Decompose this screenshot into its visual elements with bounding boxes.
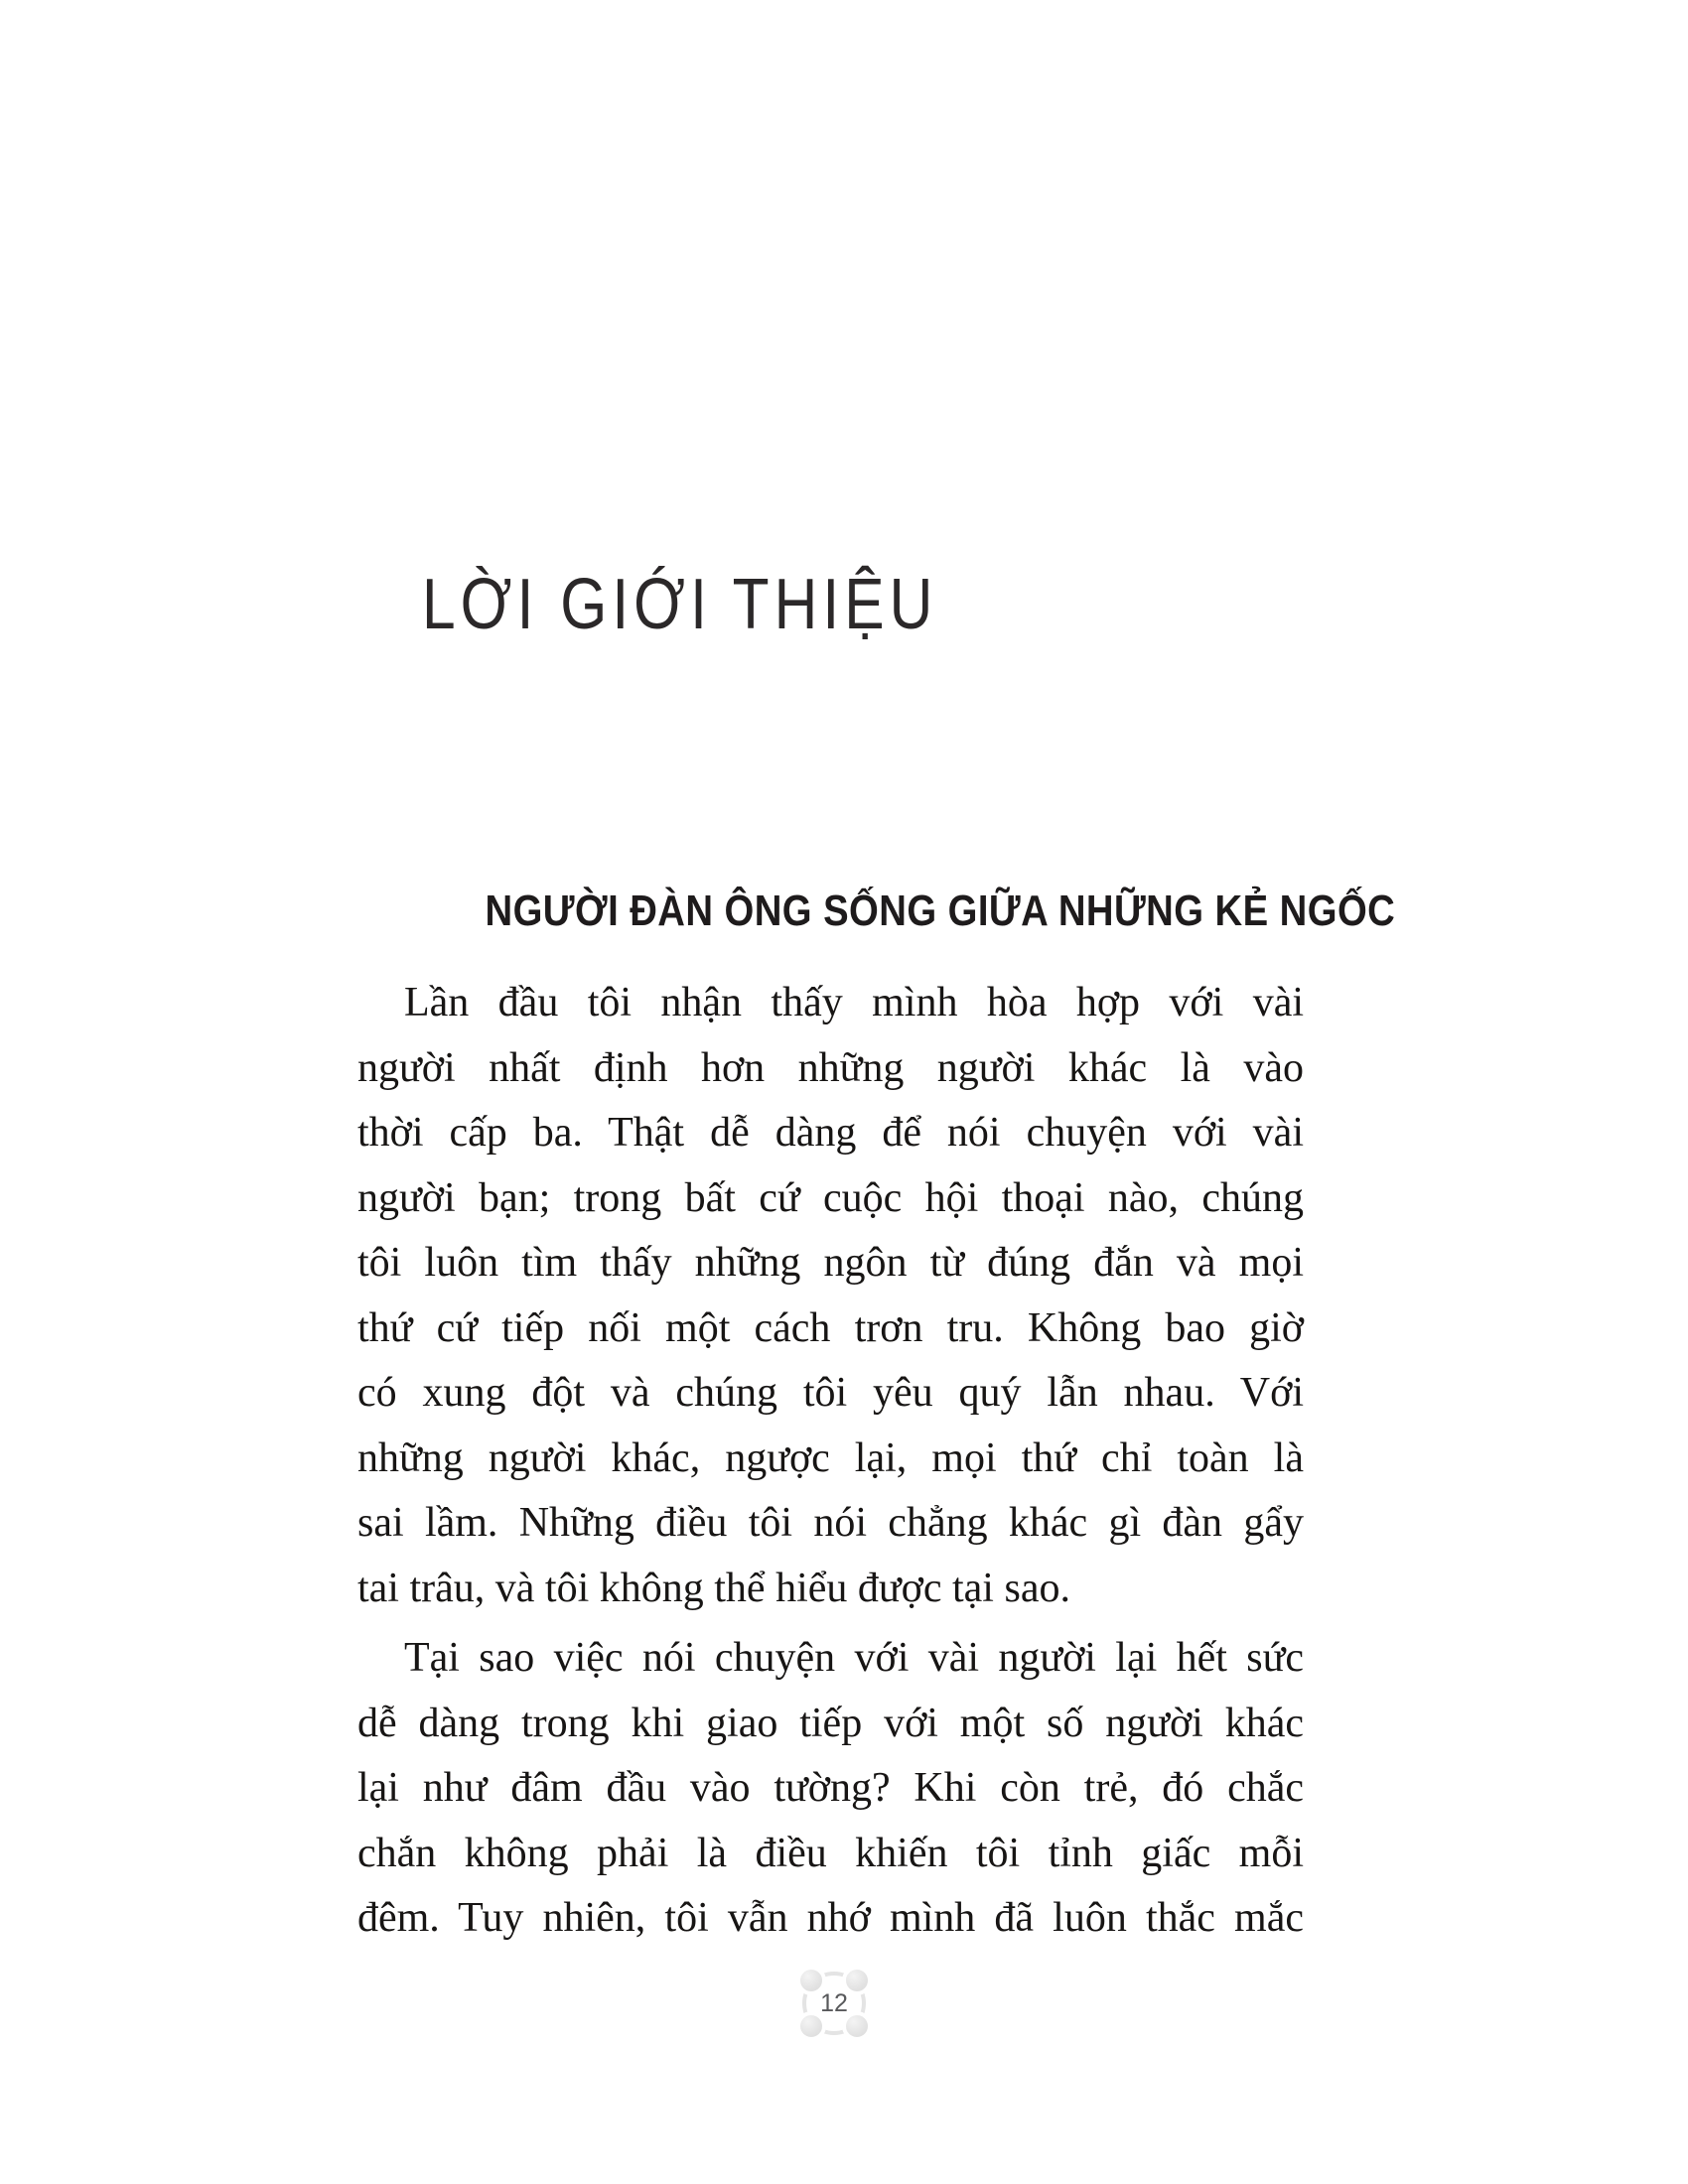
text-line: dễ dàng trong khi giao tiếp với một số người khác [357,1700,1304,1746]
text-line: tôi luôn tìm thấy những ngôn từ đúng đắn và mọi [357,1240,1304,1286]
section-heading [417,887,1396,935]
text-line: tai trâu, và tôi không thể hiểu được tại sao. [357,1565,1070,1611]
text-line: thời cấp ba. Thật dễ dàng để nói chuyện với vài [357,1110,1304,1156]
paragraph-1 [357,971,1304,1621]
text-line: có xung đột và chúng tôi yêu quý lẫn nhau. Với [357,1370,1304,1416]
body-text [357,971,1304,1952]
text-line: lại như đâm đầu vào tường? Khi còn trẻ, đó chắc [357,1765,1304,1811]
text-line: thứ cứ tiếp nối một cách trơn tru. Không bao giờ [357,1304,1304,1351]
text-line: đêm. Tuy nhiên, tôi vẫn nhớ mình đã luôn thắc mắc [357,1895,1304,1941]
text-line: chắn không phải là điều khiến tôi tỉnh giấc mỗi [357,1830,1304,1876]
text-line: sai lầm. Những điều tôi nói chẳng khác gì đàn gẩy [357,1500,1304,1546]
chapter-title: LỜI GIỚI THIỆU [422,565,938,644]
text-line: những người khác, ngược lại, mọi thứ chỉ toàn là [357,1434,1304,1481]
text-line: Lần đầu tôi nhận thấy mình hòa hợp với vài [404,980,1304,1025]
page-number-ornament [801,1971,867,2036]
page-number: 12 [820,1988,848,2017]
text-line: người nhất định hơn những người khác là vào [357,1044,1304,1091]
paragraph-2 [357,1626,1304,1952]
section-heading-text: NGƯỜI ĐÀN ÔNG SỐNG GIỮA NHỮNG KẺ NGỐC [485,887,1396,935]
text-line: Tại sao việc nói chuyện với vài người lại hết sức [404,1635,1304,1681]
text-line: người bạn; trong bất cứ cuộc hội thoại nào, chúng [357,1174,1304,1221]
